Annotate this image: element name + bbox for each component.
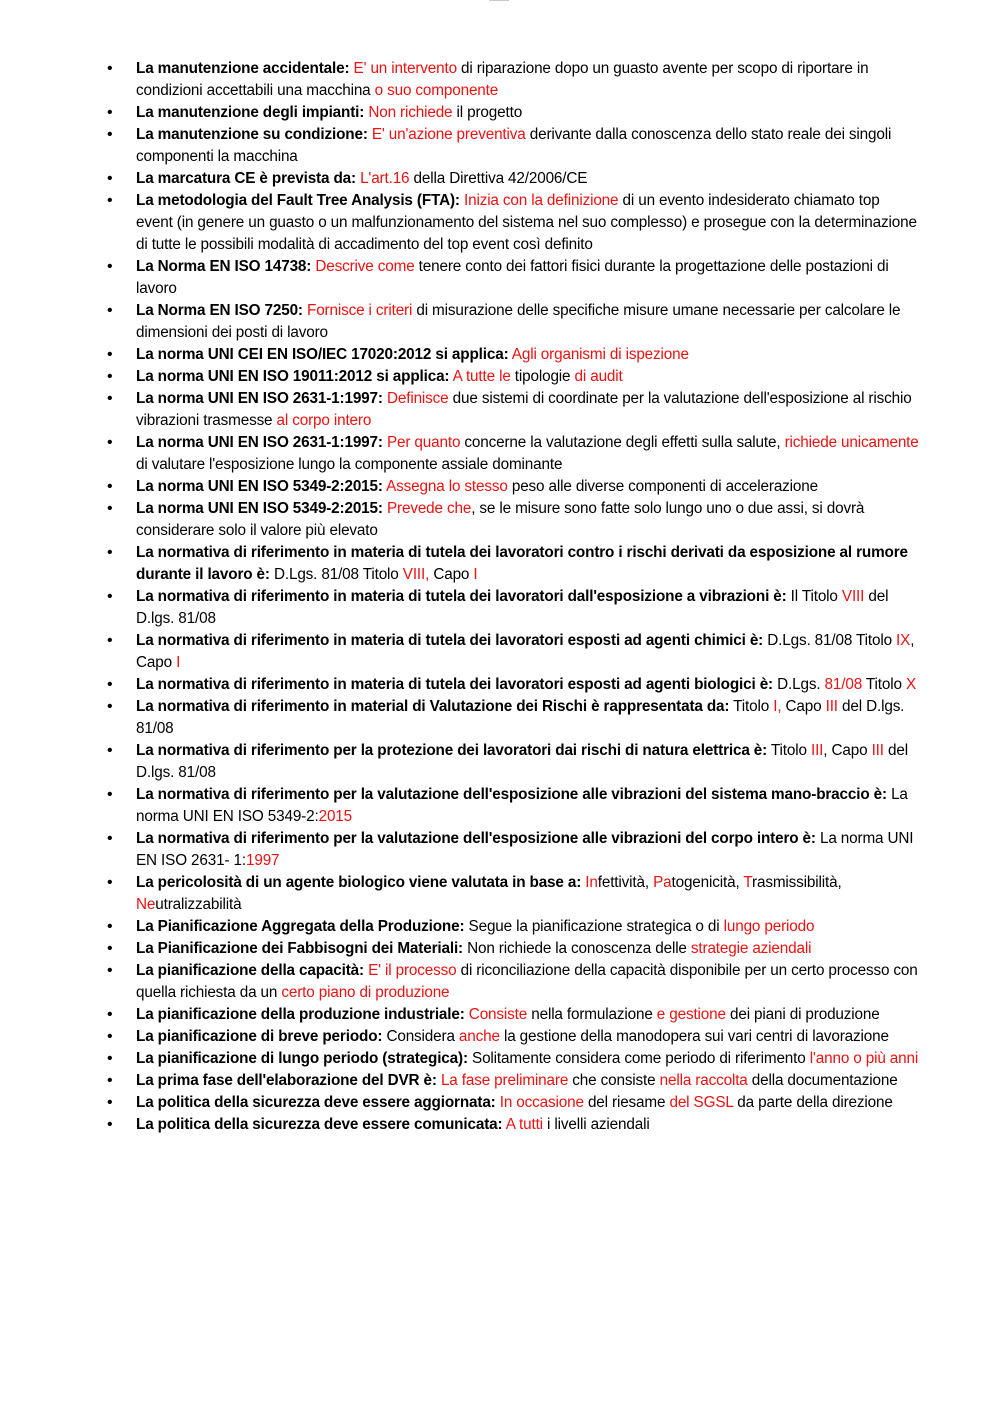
bullet-icon: • — [107, 1116, 113, 1133]
answer-text: derivante dalla conoscenza dello stato reale dei singoli componenti la macchina — [136, 126, 892, 165]
answer-text: Segue la pianificazione strategica o di — [464, 918, 724, 935]
bullet-icon: • — [107, 1050, 113, 1067]
question-text: La manutenzione su condizione: — [136, 126, 368, 143]
list-item — [107, 432, 919, 476]
list-item — [107, 366, 919, 388]
answer-text: del D.lgs. 81/08 — [136, 698, 905, 737]
answer-highlight: 2015 — [318, 808, 353, 825]
answer-text: i livelli aziendali — [542, 1116, 650, 1133]
bullet-icon: • — [107, 940, 113, 957]
answer-highlight: E' un intervento — [353, 60, 457, 77]
list-item — [107, 1070, 919, 1092]
question-text: La pianificazione di lungo periodo (strategica): — [136, 1050, 468, 1067]
answer-text: Titolo — [862, 676, 906, 693]
answer-text: nella formulazione — [527, 1006, 657, 1023]
answer-highlight: 1997 — [245, 852, 280, 869]
answer-text: del D.lgs. 81/08 — [136, 742, 908, 781]
list-item — [107, 388, 919, 432]
answer-highlight: I — [176, 654, 181, 671]
answer-highlight: certo piano di produzione — [281, 984, 450, 1001]
answer-text: La norma UNI EN ISO 2631- 1: — [136, 830, 914, 869]
answer-highlight: Agli organismi di ispezione — [511, 346, 689, 363]
answer-text: Solitamente considera come periodo di riferimento — [467, 1050, 810, 1067]
list-item — [107, 498, 919, 542]
answer-text: di valutare l'esposizione lungo la componente assiale dominante — [136, 456, 563, 473]
answer-highlight: 81/08 — [824, 676, 863, 693]
list-item — [107, 58, 919, 102]
answer-text: tenere conto dei fattori fisici durante la progettazione delle postazioni di lavoro — [136, 258, 889, 297]
answer-text: concerne la valutazione degli effetti sulla salute, — [460, 434, 785, 451]
answer-highlight: E' un'azione preventiva — [371, 126, 526, 143]
answer-highlight: del SGSL — [669, 1094, 734, 1111]
list-item — [107, 828, 919, 872]
bullet-icon: • — [107, 786, 113, 803]
answer-highlight: T — [743, 874, 753, 891]
bullet-icon: • — [107, 258, 113, 275]
bullet-icon: • — [107, 544, 113, 561]
answer-text: rasmissibilità, — [752, 874, 842, 891]
answer-highlight: L'art.16 — [360, 170, 410, 187]
list-item — [107, 630, 919, 674]
answer-highlight: Fornisce i criteri — [307, 302, 413, 319]
question-text: La metodologia del Fault Tree Analysis (FTA): — [136, 192, 460, 209]
list-item — [107, 102, 919, 124]
question-text: La politica della sicurezza deve essere comunicata: — [136, 1116, 503, 1133]
bullet-icon: • — [107, 434, 113, 451]
answer-highlight: La fase preliminare — [440, 1072, 569, 1089]
answer-text: tipologie — [510, 368, 575, 385]
bullet-icon: • — [107, 1094, 113, 1111]
answer-text: della documentazione — [747, 1072, 898, 1089]
bullet-icon: • — [107, 1028, 113, 1045]
list-item — [107, 938, 919, 960]
bullet-icon: • — [107, 1072, 113, 1089]
answer-highlight: Non richiede — [368, 104, 453, 121]
answer-text: di un evento indesiderato chiamato top event (in genere un guasto o un malfunzionamento del sistema nel suo complesso) e prosegue con la determinazione di tutte le possibili modalità di accadimento del top event così definito — [136, 192, 917, 253]
answer-text: Non richiede la conoscenza delle — [463, 940, 691, 957]
answer-highlight: Assegna lo stesso — [386, 478, 508, 495]
answer-text: , Capo — [136, 632, 915, 671]
answer-highlight: nella raccolta — [659, 1072, 748, 1089]
list-item — [107, 1004, 919, 1026]
bullet-icon: • — [107, 632, 113, 649]
bullet-icon: • — [107, 60, 113, 77]
bullet-icon: • — [107, 478, 113, 495]
bullet-icon: • — [107, 962, 113, 979]
qa-bullet-list — [107, 58, 919, 1136]
answer-text: del riesame — [583, 1094, 670, 1111]
list-item — [107, 1026, 919, 1048]
question-text: La norma UNI EN ISO 2631-1:1997: — [136, 434, 383, 451]
answer-text: due sistemi di coordinate per la valutazione dell'esposizione al rischio vibrazioni trasmesse — [136, 390, 912, 429]
answer-highlight: III — [871, 742, 884, 759]
answer-highlight: e gestione — [656, 1006, 726, 1023]
answer-highlight: VIII — [841, 588, 865, 605]
answer-text: da parte della direzione — [733, 1094, 893, 1111]
answer-highlight: o suo componente — [374, 82, 499, 99]
question-text: La norma UNI EN ISO 2631-1:1997: — [136, 390, 383, 407]
list-item — [107, 300, 919, 344]
bullet-icon: • — [107, 302, 113, 319]
answer-highlight: Inizia con la definizione — [463, 192, 619, 209]
list-item — [107, 168, 919, 190]
answer-highlight: richiede unicamente — [784, 434, 919, 451]
answer-text: Capo — [781, 698, 826, 715]
answer-text: Capo — [429, 566, 474, 583]
question-text: La manutenzione degli impianti: — [136, 104, 365, 121]
question-text: La norma UNI EN ISO 19011:2012 si applica: — [136, 368, 450, 385]
answer-text: del D.lgs. 81/08 — [136, 588, 889, 627]
list-item — [107, 190, 919, 256]
answer-highlight: Per quanto — [386, 434, 461, 451]
question-text: La normativa di riferimento in materia di tutela dei lavoratori contro i rischi derivati da esposizione al rumore durante il lavoro è: — [136, 544, 908, 583]
list-item — [107, 344, 919, 366]
list-item — [107, 476, 919, 498]
question-text: La normativa di riferimento per la valutazione dell'esposizione alle vibrazioni del sistema mano-braccio è: — [136, 786, 887, 803]
question-text: La normativa di riferimento in materia di tutela dei lavoratori esposti ad agenti biologici è: — [136, 676, 774, 693]
list-item — [107, 124, 919, 168]
answer-text: peso alle diverse componenti di accelerazione — [507, 478, 819, 495]
list-item — [107, 872, 919, 916]
bullet-icon: • — [107, 500, 113, 517]
answer-highlight: al corpo intero — [276, 412, 372, 429]
answer-text: Titolo — [767, 742, 811, 759]
answer-text: Considera — [382, 1028, 459, 1045]
answer-highlight: III — [810, 742, 824, 759]
question-text: La politica della sicurezza deve essere aggiornata: — [136, 1094, 496, 1111]
bullet-icon: • — [107, 368, 113, 385]
bullet-icon: • — [107, 192, 113, 209]
list-item — [107, 740, 919, 784]
answer-highlight: Ne — [136, 896, 156, 913]
question-text: La normativa di riferimento in materia di tutela dei lavoratori esposti ad agenti chimici è: — [136, 632, 764, 649]
question-text: La norma UNI CEI EN ISO/IEC 17020:2012 si applica: — [136, 346, 509, 363]
list-item — [107, 916, 919, 938]
question-text: La Norma EN ISO 14738: — [136, 258, 312, 275]
answer-text: della Direttiva 42/2006/CE — [409, 170, 588, 187]
answer-text: di misurazione delle specifiche misure umane necessarie per calcolare le dimensioni dei posti di lavoro — [136, 302, 901, 341]
answer-text: di riparazione dopo un guasto avente per scopo di riportare in condizioni accettabili una macchina — [136, 60, 869, 99]
answer-highlight: di audit — [574, 368, 623, 385]
question-text: La norma UNI EN ISO 5349-2:2015: — [136, 478, 383, 495]
answer-text: il progetto — [452, 104, 523, 121]
question-text: La pianificazione della capacità: — [136, 962, 364, 979]
answer-highlight: X — [905, 676, 916, 693]
answer-highlight: A tutti — [505, 1116, 543, 1133]
question-text: La normativa di riferimento per la valutazione dell'esposizione alle vibrazioni del corpo intero è: — [136, 830, 816, 847]
bullet-icon: • — [107, 830, 113, 847]
question-text: La Pianificazione Aggregata della Produzione: — [136, 918, 465, 935]
list-item — [107, 784, 919, 828]
answer-text: , se le misure sono fatte solo lungo uno o due assi, si dovrà considerare solo il valore più elevato — [136, 500, 865, 539]
question-text: La pianificazione di breve periodo: — [136, 1028, 383, 1045]
answer-highlight: E' il processo — [368, 962, 457, 979]
bullet-icon: • — [107, 742, 113, 759]
bullet-icon: • — [107, 588, 113, 605]
question-text: La Pianificazione dei Fabbisogni dei Materiali: — [136, 940, 463, 957]
question-text: La prima fase dell'elaborazione del DVR è: — [136, 1072, 437, 1089]
answer-highlight: In — [585, 874, 598, 891]
answer-text: D.Lgs. 81/08 Titolo — [763, 632, 897, 649]
answer-highlight: A tutte le — [452, 368, 511, 385]
answer-text: dei piani di produzione — [725, 1006, 880, 1023]
list-item — [107, 960, 919, 1004]
bullet-icon: • — [107, 126, 113, 143]
question-text: La pianificazione della produzione industriale: — [136, 1006, 465, 1023]
list-item — [107, 1114, 919, 1136]
list-item — [107, 696, 919, 740]
bullet-icon: • — [107, 170, 113, 187]
answer-highlight: IX — [896, 632, 911, 649]
list-item — [107, 1048, 919, 1070]
bullet-icon: • — [107, 676, 113, 693]
answer-text: Il Titolo — [786, 588, 842, 605]
bullet-icon: • — [107, 346, 113, 363]
bullet-icon: • — [107, 104, 113, 121]
answer-highlight: anche — [458, 1028, 500, 1045]
answer-highlight: Descrive come — [315, 258, 415, 275]
answer-text: che consiste — [568, 1072, 660, 1089]
list-item — [107, 542, 919, 586]
answer-text: D.Lgs. — [773, 676, 825, 693]
answer-highlight: I, — [773, 698, 782, 715]
answer-text: , Capo — [823, 742, 872, 759]
bullet-icon: • — [107, 1006, 113, 1023]
list-item — [107, 674, 919, 696]
question-text: La normativa di riferimento in material di Valutazione dei Rischi è rappresentata da: — [136, 698, 730, 715]
question-text: La normativa di riferimento per la protezione dei lavoratori dai rischi di natura elettrica è: — [136, 742, 768, 759]
question-text: La marcatura CE è prevista da: — [136, 170, 356, 187]
list-item — [107, 256, 919, 300]
list-item — [107, 586, 919, 630]
answer-text: utralizzabilità — [155, 896, 242, 913]
answer-highlight: Consiste — [468, 1006, 528, 1023]
answer-highlight: III — [825, 698, 838, 715]
answer-highlight: strategie aziendali — [690, 940, 812, 957]
answer-text: Titolo — [729, 698, 774, 715]
bullet-icon: • — [107, 918, 113, 935]
bullet-icon: • — [107, 874, 113, 891]
answer-text: fettività, — [597, 874, 654, 891]
answer-highlight: Definisce — [386, 390, 449, 407]
answer-highlight: In occasione — [499, 1094, 584, 1111]
question-text: La Norma EN ISO 7250: — [136, 302, 303, 319]
answer-highlight: l'anno o più anni — [809, 1050, 919, 1067]
question-text: La manutenzione accidentale: — [136, 60, 350, 77]
list-item — [107, 1092, 919, 1114]
question-text: La pericolosità di un agente biologico viene valutata in base a: — [136, 874, 582, 891]
answer-text: di riconciliazione della capacità disponibile per un certo processo con quella richiesta da un — [136, 962, 918, 1001]
answer-text: la gestione della manodopera sui vari centri di lavorazione — [499, 1028, 889, 1045]
bullet-icon: • — [107, 390, 113, 407]
bullet-icon: • — [107, 698, 113, 715]
answer-text: togenicità, — [671, 874, 744, 891]
answer-highlight: Prevede che — [386, 500, 472, 517]
answer-highlight: I — [473, 566, 478, 583]
answer-text: La norma UNI EN ISO 5349-2: — [136, 786, 908, 825]
answer-highlight: lungo periodo — [723, 918, 815, 935]
question-text: La normativa di riferimento in materia di tutela dei lavoratori dall'esposizione a vibrazioni è: — [136, 588, 787, 605]
answer-text: D.Lgs. 81/08 Titolo — [269, 566, 403, 583]
page-top-mark — [489, 0, 509, 3]
answer-highlight: VIII, — [402, 566, 430, 583]
answer-highlight: Pa — [653, 874, 672, 891]
question-text: La norma UNI EN ISO 5349-2:2015: — [136, 500, 383, 517]
